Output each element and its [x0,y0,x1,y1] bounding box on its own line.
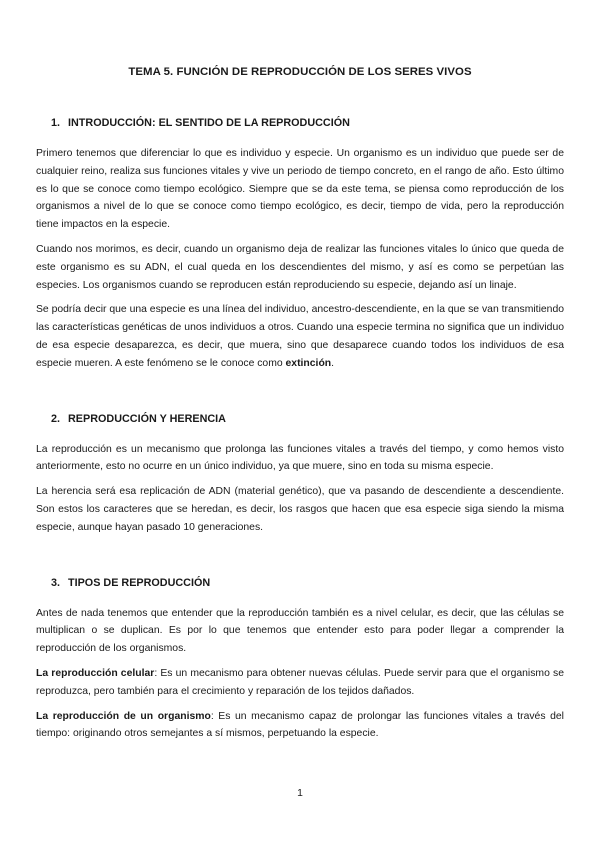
section-heading [51,413,564,425]
definition-term: La reproducción celular [36,667,155,679]
paragraph: La herencia será esa replicación de ADN (material genético), que va pasando de descendiente a descendiente. Son estos los caracteres que se heredan, es decir, los rasgos que hacen que esa especie siga siendo la misma especie, aunque hayan pasado 10 generaciones. [36,486,564,533]
paragraph [36,301,564,372]
section-heading [51,117,564,129]
section-number: 3. [51,576,61,589]
page-title: TEMA 5. FUNCIÓN DE REPRODUCCIÓN DE LOS SERES VIVOS [128,66,472,78]
section-heading-text: INTRODUCCIÓN: EL SENTIDO DE LA REPRODUCCIÓN [68,117,350,129]
section-number: 1. [51,117,61,129]
section-tipos-reproduccion [36,577,564,744]
paragraph-text: Se podría decir que una especie es una línea del individuo, ancestro-descendiente, en la que se van transmitiendo las características genéticas de unos individuos a otros. Cuando una especie termina no significa que un individuo de esa especie desaparezca, es decir, que muera, sino que desaparece cuando todos los individuos de esa especie mueren. A este fenómeno se le conoce como [36,304,564,369]
paragraph: Cuando nos morimos, es decir, cuando un organismo deja de realizar las funciones vitales lo único que queda de este organismo es su ADN, el cual queda en los descendientes del mismo, y así es como se perpetúan las especies. Los organismos cuando se reproducen están reproduciendo su especie, dejando así un linaje. [36,243,564,291]
term-extincion: extinción [285,357,332,369]
period: . [331,357,335,369]
page-number: 1 [297,788,303,799]
definition-term: La reproducción de un organismo [36,710,211,722]
section-reproduccion-herencia [36,413,564,537]
definition-reproduccion-celular [36,665,564,701]
paragraph: Primero tenemos que diferenciar lo que es individuo y especie. Un organismo es un individuo que puede ser de cualquier reino, realiza sus funciones vitales y vive un periodo de tiempo concreto, en el rango de año. Esto último es lo que se conoce como tiempo ecológico. Siempre que se da este tema, se piensa como reproducción de los organismos a nivel de lo que se conoce como tiempo ecológico, es decir, tiempo de vida, pero la reproducción tiene impactos en la especie. [36,148,564,231]
section-heading-text: REPRODUCCIÓN Y HERENCIA [68,412,226,425]
section-number: 2. [51,412,61,425]
section-heading-text: TIPOS DE REPRODUCCIÓN [68,576,211,589]
paragraph: Antes de nada tenemos que entender que la reproducción también es a nivel celular, es decir, que las células se multiplican o se duplican. Es por lo que tenemos que entender esto para poder llegar a comprender la reproducción de los organismos. [36,607,564,655]
section-introduccion [36,117,564,373]
paragraph: La reproducción es un mecanismo que prolonga las funciones vitales a través del tiempo, y como hemos visto anteriormente, esto no ocurre en un único individuo, ya que muere, sino en toda su misma especie. [36,443,564,473]
definition-reproduccion-organismo [36,708,564,744]
section-heading [51,577,564,589]
definition-text: : Es un mecanismo para obtener nuevas células. Puede servir para que el organismo se reproduzca, pero también para el crecimiento y reparación de los tejidos dañados. [36,667,564,697]
definition-text: : Es un mecanismo capaz de prolongar las funciones vitales a través del tiempo: originando otros semejantes a sí mismos, perpetuando la especie. [36,710,564,740]
